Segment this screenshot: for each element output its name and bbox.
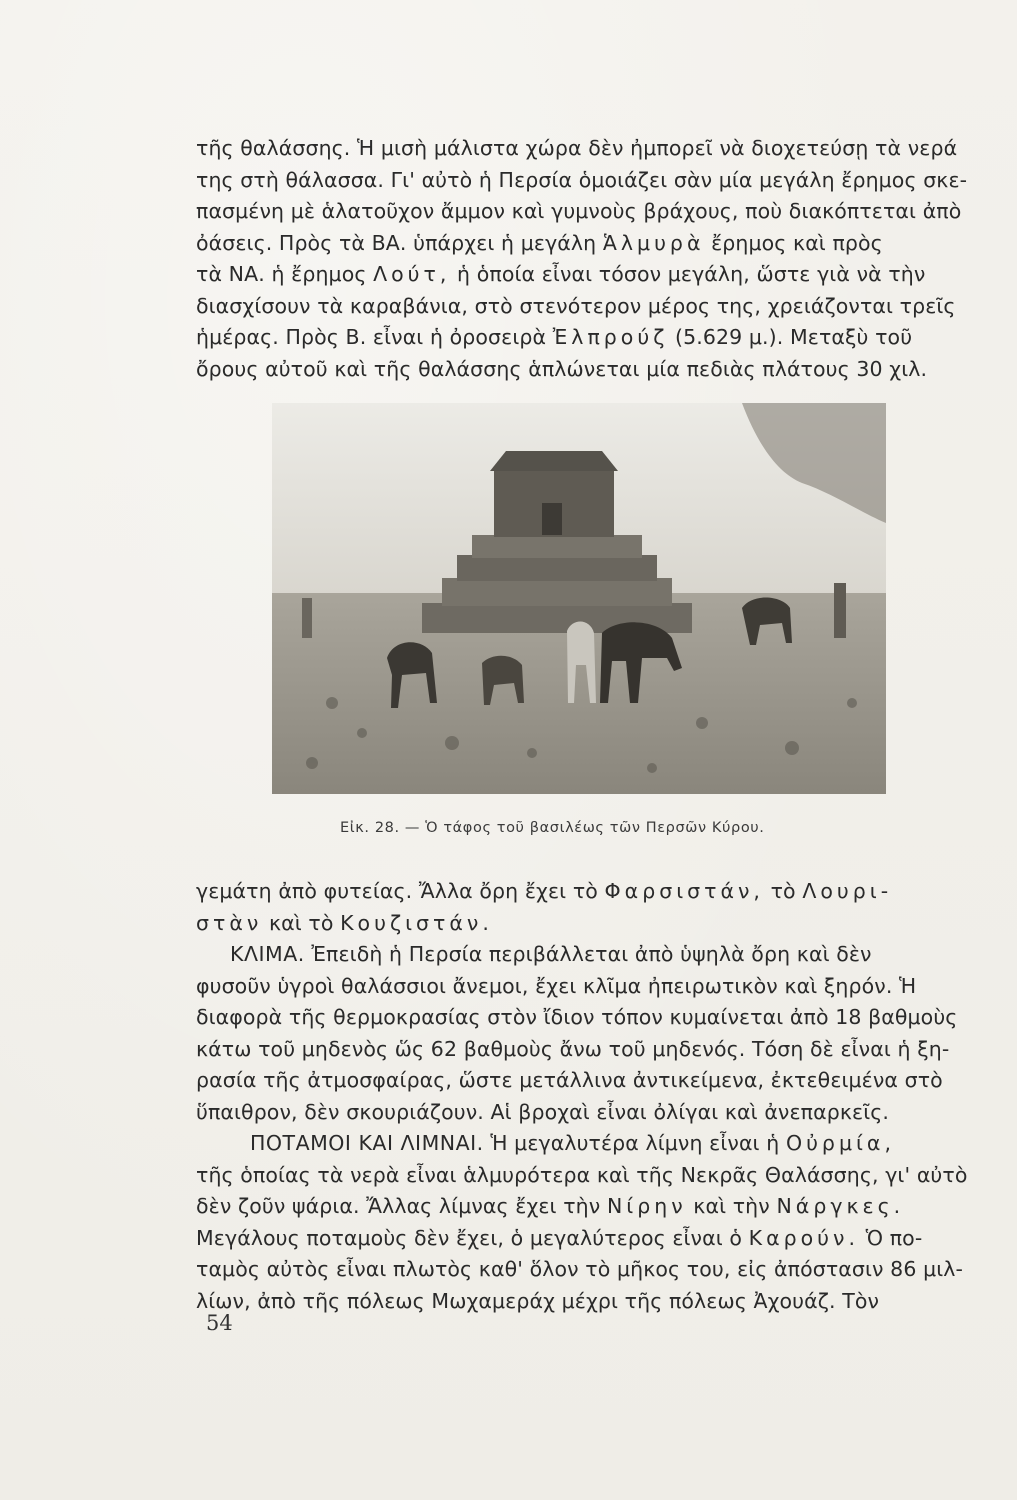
text-line [196,971,956,1003]
line-text: καὶ τὴν [693,1194,770,1218]
line-text: Μεγάλους ποταμοὺς δὲν ἔχει, ὁ μεγαλύτερος εἶναι ὁ [196,1225,743,1250]
tomb-roof [490,451,618,471]
line-text: ταμὸς αὐτὸς εἶναι πλωτὸς καθ' ὅλον τὸ μῆκος του, εἰς ἀπόστασιν 86 μιλ- [196,1257,963,1281]
tomb-step [457,555,657,581]
text-line [196,165,968,197]
text-line [196,1286,956,1318]
section-heading-potamoi: ΠΟΤΑΜΟΙ ΚΑΙ ΛΙΜΝΑΙ. [250,1131,484,1155]
line-text: γεμάτη ἀπὸ φυτείας. Ἄλλα ὄρη ἔχει τὸ [196,879,598,903]
text-line [196,291,956,323]
text-line [196,876,956,908]
page-number: 54 [206,1311,233,1335]
place-name-nargkes: Νάργκες. [776,1194,905,1218]
text-line [196,939,956,971]
line-text: διαφορὰ τῆς θερμοκρασίας στὸν ἴδιον τόπον κυμαίνεται ἀπὸ 18 βαθμοὺς [196,1005,958,1029]
bottom-paragraph [196,876,968,1317]
text-line [196,1097,956,1129]
line-text: τὰ ΝΑ. ἡ ἔρημος [196,262,367,286]
text-line [196,228,956,260]
tomb-step [442,578,672,606]
line-text: δὲν ζοῦν ψάρια. Ἄλλας λίμνας ἔχει τὴν [196,1194,601,1218]
line-text: Ὁ πο- [865,1225,923,1250]
place-name-farsistan: Φαρσιστάν, [604,879,764,903]
line-text: λίων, ἀπὸ τῆς πόλεως Μωχαμεράχ μέχρι τῆς πόλεως Ἀχουάζ. Τὸν [196,1288,880,1313]
figure-caption: Εἰκ. 28. — Ὁ τάφος τοῦ βασιλέως τῶν Περσῶν Κύρου. [340,820,765,836]
text-line [196,1160,968,1192]
text-line [196,133,956,165]
text-line [196,259,956,291]
text-line [196,1002,956,1034]
text-line [196,322,956,354]
figure-photo [272,403,886,794]
text-line [196,1223,956,1255]
line-text: ἡμέρας. Πρὸς Β. εἶναι ἡ ὀροσειρὰ [196,325,547,349]
line-text: τῆς θαλάσσης. Ἡ μισὴ μάλιστα χώρα δὲν ἠμπορεῖ νὰ διοχετεύσῃ τὰ νερά [196,136,958,160]
line-text: ὕπαιθρον, δὲν σκουριάζουν. Αἱ βροχαὶ εἶναι ὀλίγαι καὶ ἀνεπαρκεῖς. [196,1099,889,1124]
line-text: Ἡ μεγαλυτέρα λίμνη εἶναι ἡ [490,1131,780,1155]
top-paragraph [196,133,968,385]
section-heading-klima: ΚΛΙΜΑ. [230,942,305,966]
place-name-almyra: Ἁλμυρὰ [602,230,705,255]
line-text: φυσοῦν ὑγροὶ θαλάσσιοι ἄνεμοι, ἔχει κλῖμα ἠπειρωτικὸν καὶ ξηρόν. Ἡ [196,973,917,998]
text-line [196,1254,963,1286]
place-name-elbruz: Ἐλπρούζ [552,325,669,349]
line-text: ὄρους αὐτοῦ καὶ τῆς θαλάσσης ἁπλώνεται μία πεδιὰς πλάτους 30 χιλ. [196,356,928,381]
place-name-luristan-cont: στὰν [196,910,263,935]
line-text: Ἐπειδὴ ἡ Περσία περιβάλλεται ἀπὸ ὑψηλὰ ὄρη καὶ δὲν [311,942,872,966]
text-line [196,1191,956,1223]
tomb-door [542,503,562,535]
text-line [196,1065,956,1097]
line-text: καὶ τὸ [268,910,334,935]
line-text: ρασία τῆς ἀτμοσφαίρας, ὥστε μετάλλινα ἀντικείμενα, ἐκτεθειμένα στὸ [196,1068,943,1092]
line-text: (5.629 μ.). Μεταξὺ τοῦ [674,325,913,349]
tomb-step [472,535,642,558]
tomb-photo-illustration [272,403,886,794]
line-text: κάτω τοῦ μηδενὸς ὥς 62 βαθμοὺς ἄνω τοῦ μηδενός. Τόση δὲ εἶναι ἡ ξη- [196,1036,950,1061]
line-text: πασμένη μὲ ἁλατοῦχον ἄμμον καὶ γυμνοὺς βράχους, ποὺ διακόπτεται ἀπὸ [196,199,962,223]
column [302,598,312,638]
line-text: τὸ [770,879,796,903]
column [834,583,846,638]
text-line [196,354,956,386]
text-line [196,1034,956,1066]
place-name-kouzistan: Κουζιστάν. [340,910,493,935]
line-text: της στὴ θάλασσα. Γι' αὐτὸ ἡ Περσία ὁμοιάζει σὰν μία μεγάλη ἔρημος σκε- [196,167,968,192]
line-text: ὀάσεις. Πρὸς τὰ ΒΑ. ὑπάρχει ἡ μεγάλη [196,230,597,255]
text-line [196,196,962,228]
line-text: διασχίσουν τὰ καραβάνια, στὸ στενότερον μέρος της, χρειάζονται τρεῖς [196,293,956,318]
place-name-luristan: Λουρι- [802,879,893,903]
line-text: ἔρημος καὶ πρὸς [711,230,883,255]
text-line [196,1128,956,1160]
line-text: ἡ ὁποία εἶναι τόσον μεγάλη, ὥστε γιὰ νὰ τὴν [457,262,926,286]
place-name-ourmia: Οὐρμία, [785,1131,895,1155]
line-text: τῆς ὁποίας τὰ νερὰ εἶναι ἁλμυρότερα καὶ τῆς Νεκρᾶς Θαλάσσης, γι' αὐτὸ [196,1162,968,1187]
place-name-lout: Λούτ, [373,262,451,286]
text-line [196,908,956,940]
place-name-karoun: Καρούν. [748,1225,859,1250]
place-name-nirin: Νίρην [606,1194,687,1218]
